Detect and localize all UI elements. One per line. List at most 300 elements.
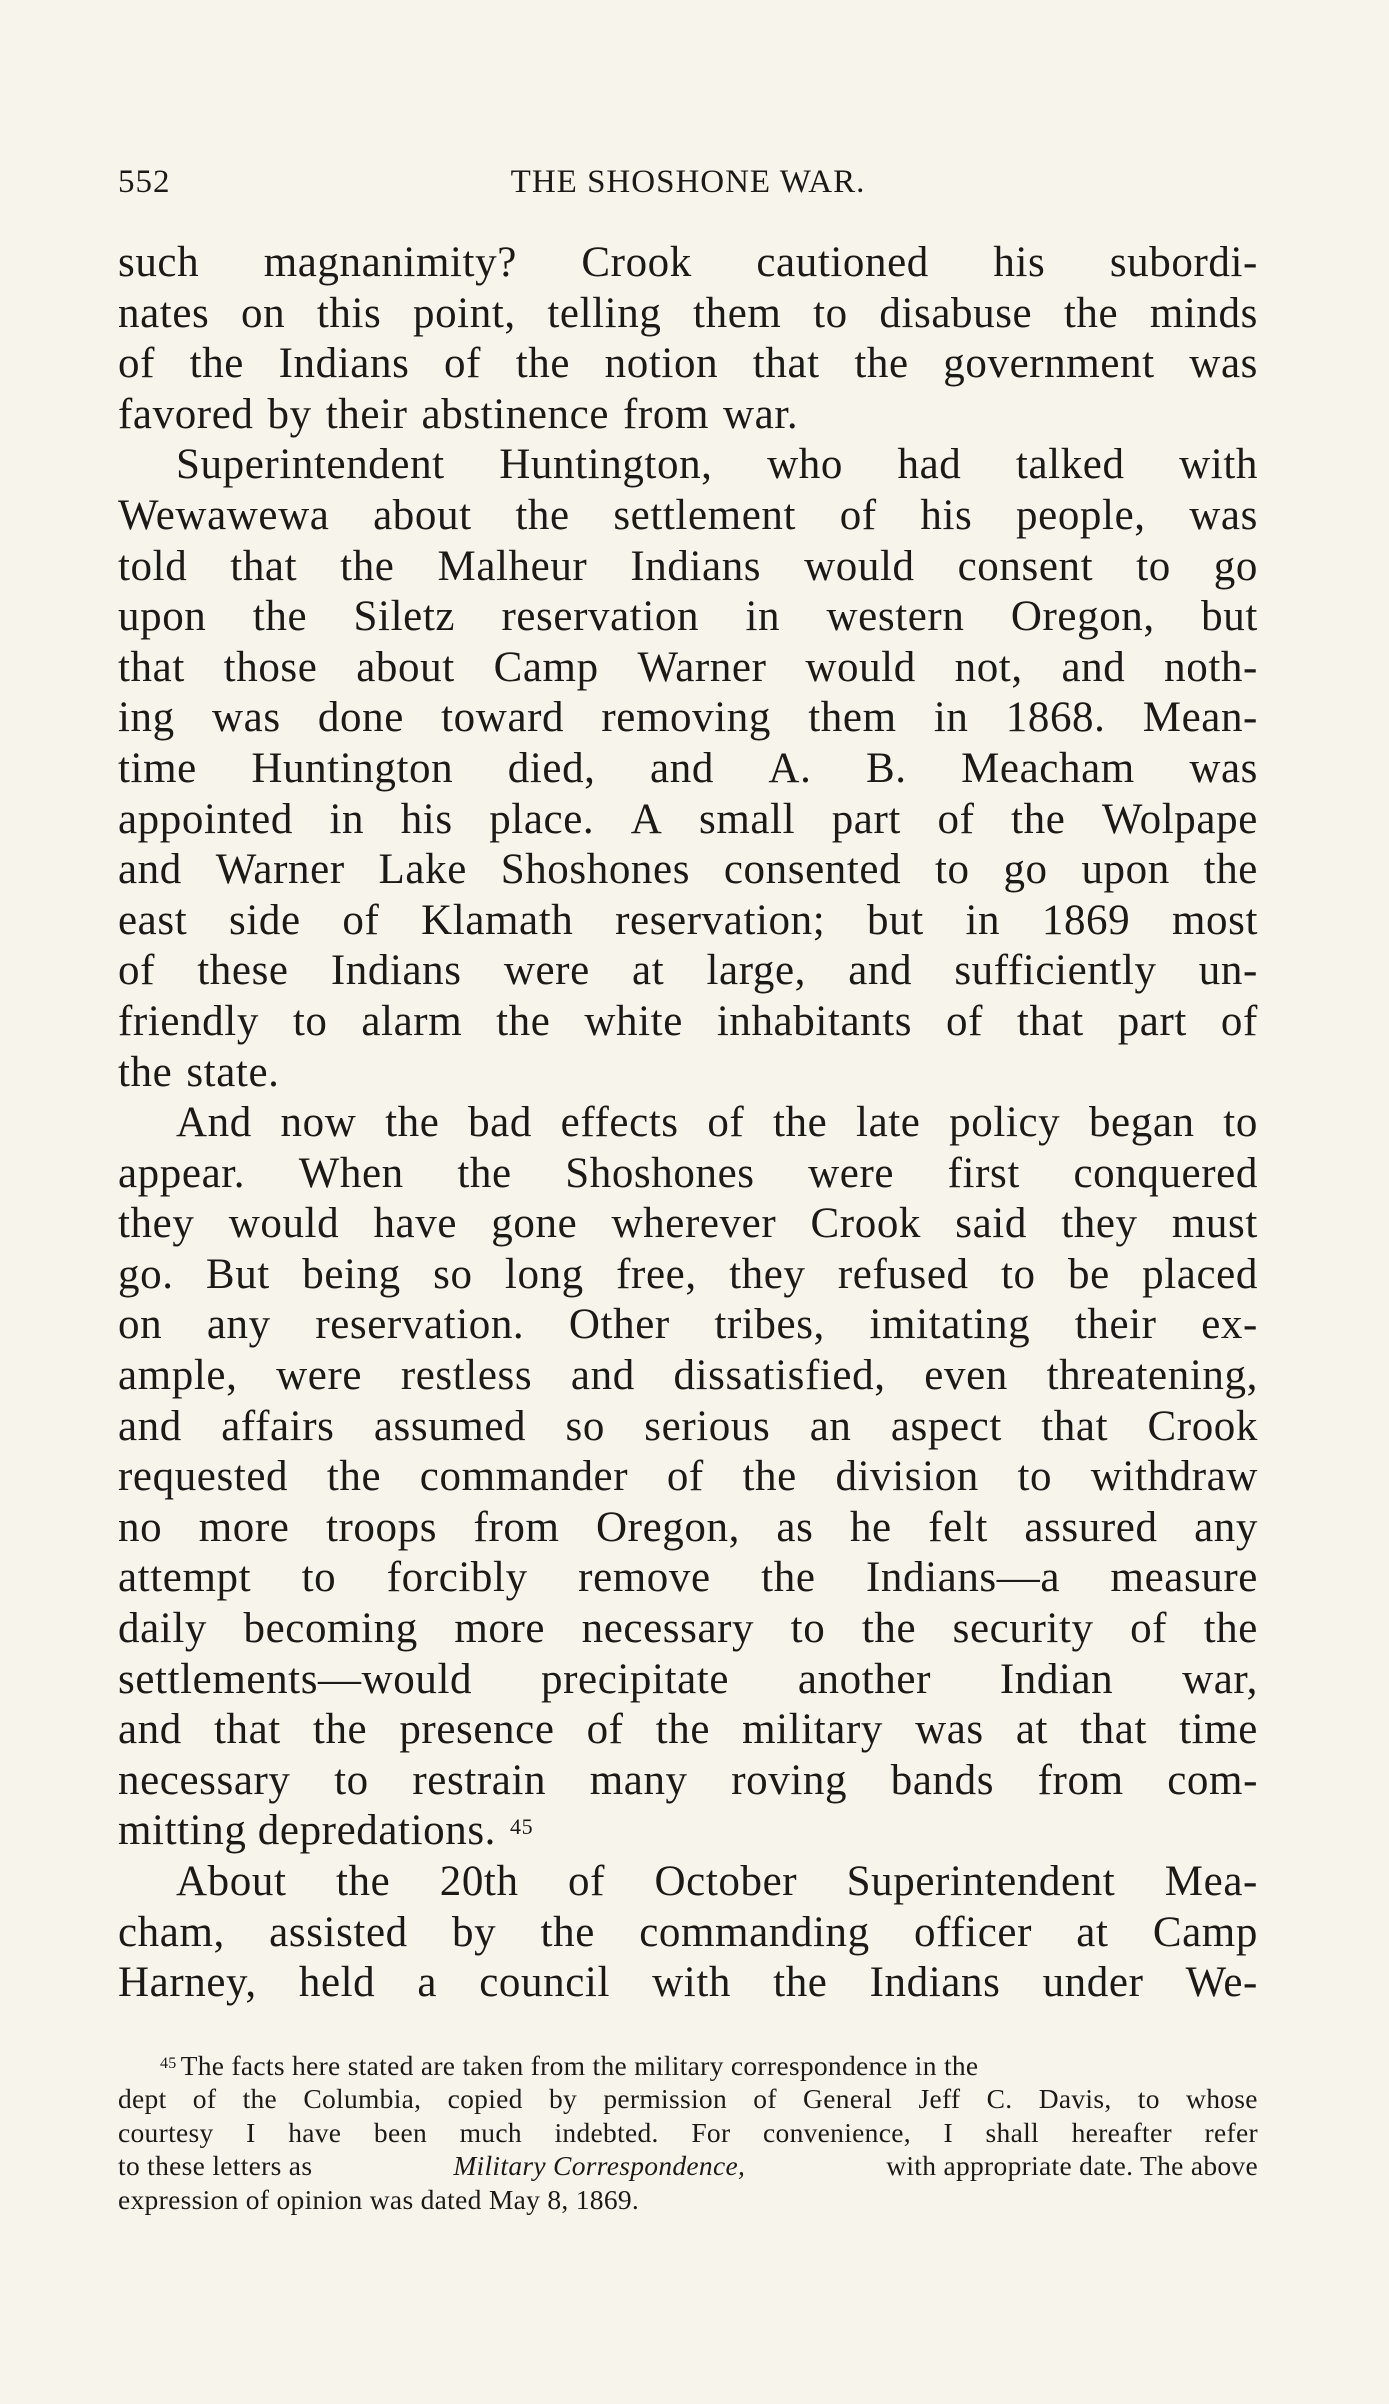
text-line [118, 744, 1258, 795]
word: notion [604, 340, 719, 388]
word: on [118, 1301, 163, 1349]
word: necessary [118, 1756, 291, 1804]
word: Wewawewa [118, 491, 330, 539]
word: the [242, 2083, 278, 2115]
word: go [1213, 542, 1258, 590]
word: of [192, 2083, 217, 2115]
word: favored [118, 390, 254, 438]
word: the [515, 491, 570, 539]
word: restless [400, 1352, 533, 1400]
word: upon [1081, 846, 1170, 894]
word: permission [603, 2083, 728, 2115]
word: war, [1182, 1655, 1258, 1703]
text-line [118, 1402, 1258, 1453]
word: of [666, 1453, 704, 1501]
word: Columbia, [303, 2083, 422, 2115]
word: October [654, 1858, 798, 1905]
word: of [753, 2083, 777, 2115]
italic-title: Military Correspondence, [453, 2150, 746, 2182]
word: more [198, 1503, 290, 1551]
word: and [118, 1706, 182, 1754]
word: of [946, 997, 984, 1045]
word: telling [547, 289, 662, 337]
word: the [496, 997, 551, 1045]
word: upon [118, 593, 207, 641]
text-line [118, 1604, 1258, 1655]
word: so [433, 1250, 473, 1298]
word: to [1017, 1453, 1053, 1501]
word: was [1189, 340, 1258, 388]
word: state. [186, 1048, 280, 1096]
word: affairs [221, 1402, 335, 1450]
text-line [118, 1351, 1258, 1402]
word: was [211, 694, 281, 742]
footnote-line [118, 2149, 1258, 2183]
text-line [118, 390, 1258, 441]
text-line [118, 1048, 1258, 1099]
text-line [118, 896, 1258, 947]
paragraph [118, 238, 1258, 440]
word: his [920, 491, 973, 539]
word: gone [491, 1200, 578, 1248]
book-page [118, 150, 1258, 2216]
word: about [373, 491, 472, 539]
word: Crook [581, 239, 692, 286]
word: that [1080, 1706, 1148, 1754]
word: copied [447, 2083, 523, 2115]
text-line [118, 997, 1258, 1048]
word: by [548, 2083, 578, 2115]
word: When [298, 1149, 404, 1197]
word: Oregon, [1010, 593, 1155, 641]
word: cham, [118, 1908, 225, 1956]
running-title: THE SHOSHONE WAR. [510, 164, 866, 200]
text-line [118, 1655, 1258, 1706]
word: Warner [637, 643, 767, 691]
word: Huntington, [499, 441, 713, 489]
word: Warner [215, 846, 345, 894]
word: the [655, 1706, 711, 1754]
word: friendly [118, 997, 259, 1045]
word: minds [1149, 289, 1258, 337]
word: serious [644, 1402, 771, 1450]
word: government [943, 340, 1155, 388]
word: under [1042, 1959, 1144, 2007]
running-head [118, 150, 1258, 210]
word: many [589, 1756, 688, 1804]
line-text: mitting depredations. [118, 1807, 497, 1855]
word: appointed [118, 795, 293, 843]
word: the [1063, 289, 1119, 337]
text-line [118, 542, 1258, 593]
text-line [118, 1300, 1258, 1351]
word: precipitate [540, 1655, 730, 1703]
word: of [342, 896, 380, 944]
word: east [118, 896, 188, 944]
word: commander [419, 1453, 629, 1501]
word: the [252, 593, 308, 641]
word: daily [118, 1605, 207, 1653]
word: remove [578, 1554, 711, 1602]
word: Indian [999, 1655, 1114, 1703]
word: and [650, 744, 714, 792]
word: in [933, 694, 969, 742]
text-line [118, 1250, 1258, 1301]
word: Crook [1147, 1402, 1258, 1450]
word: that [213, 1706, 281, 1754]
word: that [230, 542, 298, 590]
word: at [1015, 1706, 1049, 1754]
word: at [632, 947, 665, 995]
paragraph [118, 1098, 1258, 1857]
word: were [808, 1149, 895, 1197]
text-line [118, 1149, 1258, 1200]
word: commanding [639, 1908, 870, 1956]
word: Indians [869, 1959, 1001, 2007]
word: that [1041, 1402, 1109, 1450]
word: have [288, 2116, 342, 2148]
word: part [831, 795, 901, 843]
word: late [856, 1099, 921, 1147]
word: B. [865, 744, 907, 792]
word: measure [1110, 1554, 1258, 1602]
word: removing [601, 694, 771, 742]
word: Oregon, [596, 1503, 740, 1551]
word: go. [118, 1250, 174, 1298]
word: Mea- [1164, 1858, 1258, 1905]
word: to [935, 846, 970, 894]
word: restrain [412, 1756, 547, 1804]
word: was [1189, 744, 1258, 792]
word: point, [412, 289, 516, 337]
word: any [1194, 1503, 1258, 1551]
word: people, [1016, 491, 1146, 539]
word: tribes, [714, 1301, 825, 1349]
word: in [965, 896, 1001, 944]
word: with [1179, 441, 1258, 489]
word: General [803, 2083, 893, 2115]
word: assured [1024, 1503, 1158, 1551]
word: ing [118, 694, 175, 742]
word: forcibly [386, 1554, 528, 1602]
word: abstinence [421, 390, 610, 438]
word: conquered [1073, 1149, 1258, 1197]
page-number: 552 [118, 164, 171, 200]
text-line [118, 1199, 1258, 1250]
word: but [1201, 593, 1258, 641]
word: dissatisfied, [673, 1352, 886, 1400]
word: but [867, 896, 924, 944]
word: withdraw [1090, 1453, 1258, 1501]
text-line [118, 1806, 1258, 1857]
word: was [1189, 491, 1258, 539]
text-line [118, 946, 1258, 997]
word: of [118, 947, 156, 995]
word: Malheur [437, 542, 588, 590]
word: of [707, 1099, 745, 1147]
word: imitating [869, 1301, 1031, 1349]
word: his [993, 239, 1046, 286]
word: held [298, 1959, 376, 2007]
footnote-text: expression of opinion was dated May 8, 1869. [118, 2183, 640, 2215]
text-line [118, 1705, 1258, 1756]
word: white [584, 997, 683, 1045]
word: and [570, 1352, 635, 1400]
word: now [280, 1099, 357, 1147]
word: a [417, 1959, 438, 2007]
word: would [804, 542, 915, 590]
word: com- [1167, 1756, 1258, 1804]
word: C. [986, 2083, 1013, 2115]
word: nates [118, 289, 210, 337]
word: had [897, 441, 962, 489]
word: must [1171, 1200, 1258, 1248]
word: Huntington [251, 744, 454, 792]
word: these [197, 947, 289, 995]
word: Jeff [918, 2083, 961, 2115]
word: Klamath [421, 896, 574, 944]
word: of [444, 340, 482, 388]
word: the [742, 1453, 797, 1501]
word: troops [325, 1503, 438, 1551]
text-line [118, 1958, 1258, 2009]
word: bands [890, 1756, 995, 1804]
word: of [118, 340, 156, 388]
word: convenience, [763, 2116, 911, 2148]
word: Davis, [1038, 2083, 1112, 2115]
text-line [118, 1756, 1258, 1807]
word: as [776, 1503, 814, 1551]
word: that [118, 643, 185, 691]
word: their [325, 390, 408, 438]
word: un- [1198, 947, 1258, 995]
word: reservation; [615, 896, 826, 944]
word: roving [731, 1756, 848, 1804]
word: wherever [611, 1200, 777, 1248]
word: necessary [581, 1605, 755, 1653]
word: they [1061, 1200, 1138, 1248]
text-line [118, 693, 1258, 744]
text-line [118, 1098, 1258, 1149]
word: Indians [278, 340, 410, 388]
word: the [1203, 846, 1258, 894]
text-line [118, 1503, 1258, 1554]
word: Indians [630, 542, 762, 590]
word: place. [489, 795, 595, 843]
text-line [118, 339, 1258, 390]
word: that [752, 340, 820, 388]
word: died, [507, 744, 596, 792]
word: them [693, 289, 782, 337]
word: so [565, 1402, 605, 1450]
word: at [1076, 1908, 1109, 1956]
word: and [118, 1402, 182, 1450]
word: division [835, 1453, 979, 1501]
word: from [473, 1503, 560, 1551]
word: was [915, 1706, 984, 1754]
word: aspect [890, 1402, 1002, 1450]
word: to [1000, 1250, 1036, 1298]
word: any [206, 1301, 271, 1349]
word: Shoshones [500, 846, 691, 894]
word: western [826, 593, 965, 641]
word: subordi- [1109, 239, 1258, 286]
word: the [340, 542, 395, 590]
word: consented [723, 846, 902, 894]
word: would [228, 1200, 340, 1248]
word: would [805, 643, 916, 691]
word: the [1203, 1605, 1258, 1653]
word: military [742, 1706, 884, 1754]
word: hereafter [1071, 2116, 1172, 2148]
word: But [205, 1250, 270, 1298]
word: that [1016, 997, 1084, 1045]
word: And [176, 1099, 252, 1147]
word: policy [949, 1099, 1061, 1147]
word: side [228, 896, 301, 944]
word: sufficiently [954, 947, 1157, 995]
word: to [790, 1605, 826, 1653]
word: A. [768, 744, 812, 792]
word: of [839, 491, 877, 539]
word: by [452, 1908, 497, 1956]
footnote-marker: 45 [160, 2054, 177, 2072]
word: by [267, 390, 312, 438]
word: Superintendent [846, 1858, 1116, 1905]
word: their [1074, 1301, 1157, 1349]
word: such [118, 239, 200, 286]
footnote-line [118, 2116, 1258, 2150]
paragraph [118, 1857, 1258, 2009]
word: the [457, 1149, 512, 1197]
text-line [118, 1452, 1258, 1503]
word: part [1117, 997, 1187, 1045]
word: them [808, 694, 897, 742]
word: the [761, 1554, 816, 1602]
word: magnanimity? [263, 239, 517, 286]
footnote-line [118, 2082, 1258, 2116]
word: told [118, 542, 188, 590]
word: toward [441, 694, 565, 742]
word: he [849, 1503, 892, 1551]
word: alarm [361, 997, 463, 1045]
word: the [540, 1908, 595, 1956]
word: placed [1142, 1250, 1258, 1298]
word: the [861, 1605, 917, 1653]
word: dept [118, 2083, 167, 2115]
word: who [767, 441, 843, 489]
word: bad [468, 1099, 532, 1147]
word: of [1220, 997, 1258, 1045]
word: the [312, 1706, 368, 1754]
word: most [1171, 896, 1258, 944]
word: of [937, 795, 975, 843]
word: much [459, 2116, 522, 2148]
word: done [317, 694, 404, 742]
word: attempt [118, 1554, 252, 1602]
word: to [1223, 1099, 1258, 1147]
word: to [334, 1756, 369, 1804]
word: they [118, 1200, 195, 1248]
word: Meacham [961, 744, 1135, 792]
word: council [479, 1959, 611, 2007]
word: more [454, 1605, 546, 1653]
word: the [515, 340, 571, 388]
word: the [118, 1048, 173, 1096]
word: 1869 [1041, 896, 1131, 944]
word: the [773, 1959, 828, 2007]
word: were [276, 1352, 363, 1400]
word: reservation [501, 593, 700, 641]
word: be [1067, 1250, 1110, 1298]
word: were [503, 947, 590, 995]
word: the [326, 1453, 382, 1501]
word: the [773, 1099, 828, 1147]
footnote-line-text [160, 2049, 978, 2083]
word: effects [560, 1099, 679, 1147]
word: disabuse [879, 289, 1033, 337]
word: refer [1204, 2116, 1258, 2148]
word: to [1136, 542, 1171, 590]
word: the [854, 340, 909, 388]
word: an [809, 1402, 852, 1450]
word: long [504, 1250, 584, 1298]
word: noth- [1164, 643, 1258, 691]
word: to [1137, 2083, 1160, 2115]
word: even [924, 1352, 1008, 1400]
text-line [118, 643, 1258, 694]
word: the [189, 340, 244, 388]
word: being [302, 1250, 401, 1298]
word: large, [706, 947, 806, 995]
word: Superintendent [176, 441, 445, 489]
footnote [118, 2049, 1258, 2217]
word: of [568, 1858, 606, 1905]
footnote-line [118, 2183, 1258, 2217]
word: this [316, 289, 382, 337]
word: time [118, 744, 197, 792]
text-line [118, 592, 1258, 643]
word: felt [928, 1503, 988, 1551]
word: ample, [118, 1352, 238, 1400]
text-line [118, 1908, 1258, 1959]
word: been [373, 2116, 428, 2148]
word: reservation. [315, 1301, 525, 1349]
word: A [630, 795, 663, 843]
word: appear. [118, 1149, 246, 1197]
word: began [1088, 1099, 1195, 1147]
word: inhabitants [716, 997, 913, 1045]
footnote-text: The facts here stated are taken from the military correspondence in the [180, 2049, 979, 2081]
word: whose [1186, 2083, 1258, 2115]
word: Indians—a [865, 1554, 1061, 1602]
word: Harney, [118, 1959, 257, 2007]
word: war. [723, 390, 799, 438]
word: I [246, 2116, 256, 2148]
word: and [118, 846, 182, 894]
word: Crook [810, 1200, 922, 1248]
footnote-line [118, 2049, 1258, 2083]
word: cautioned [756, 239, 929, 286]
word: and [848, 947, 913, 995]
paragraph [118, 440, 1258, 1098]
footnote-text: with appropriate date. The above [886, 2150, 1258, 2182]
word: Mean- [1142, 694, 1258, 742]
word: the [1011, 795, 1066, 843]
word: no [118, 1503, 163, 1551]
word: indebted. [554, 2116, 659, 2148]
footnote-reference: 45 [510, 1814, 534, 1840]
